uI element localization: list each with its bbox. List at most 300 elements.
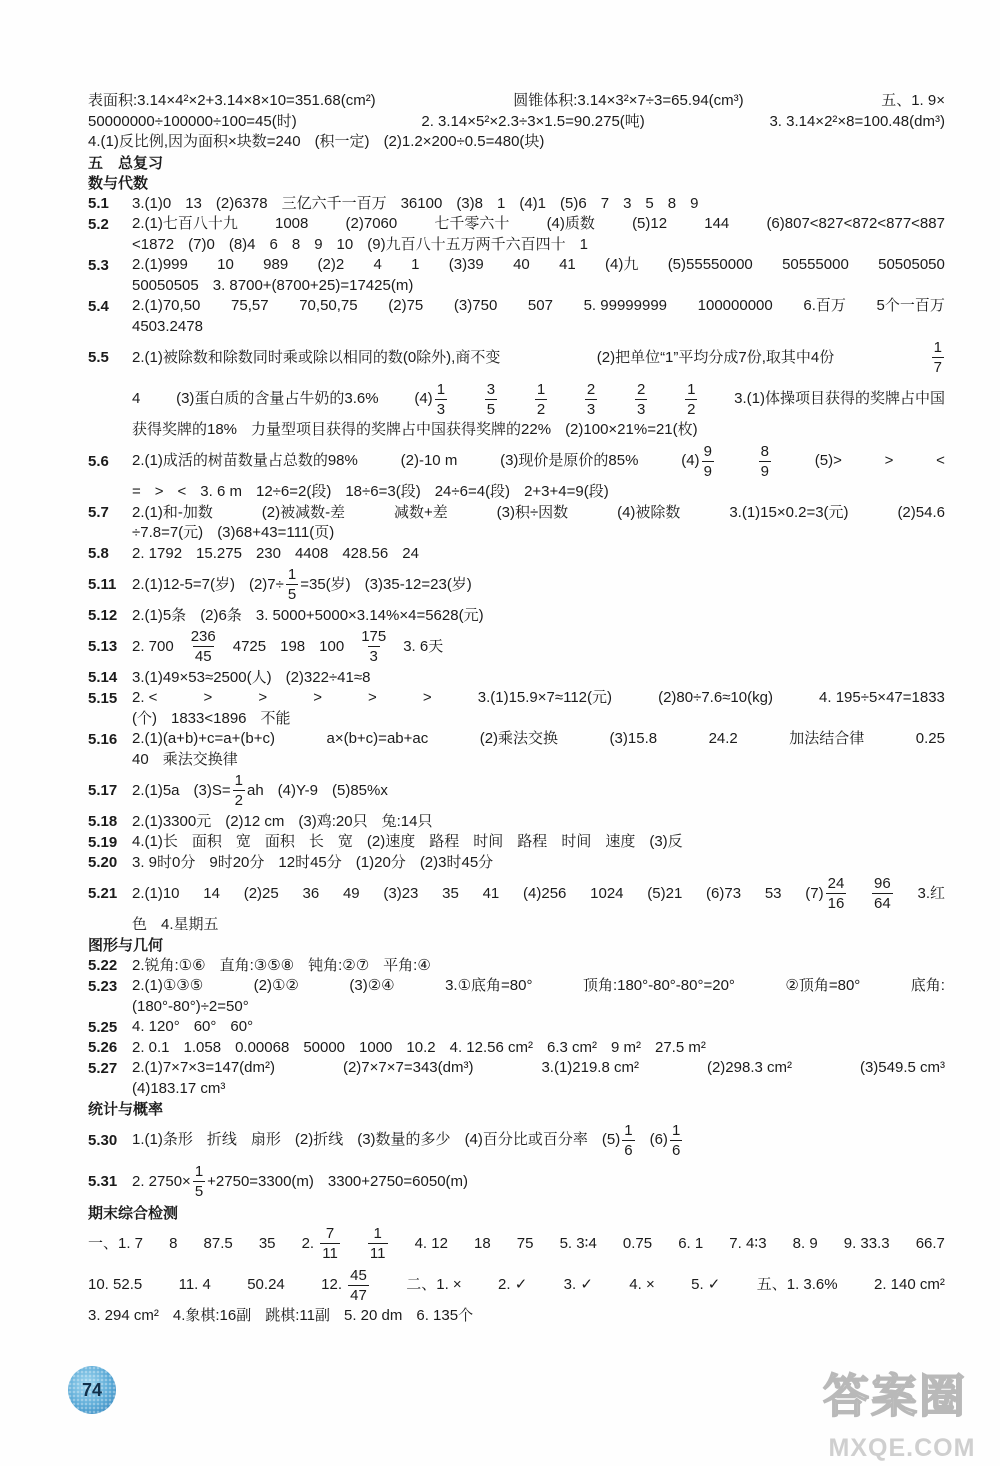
answer-text: (4)质数 [546, 215, 595, 233]
answer-text: (5)55550000 [667, 256, 753, 274]
answer-text: (3)549.5 cm³ [859, 1059, 945, 1077]
answer-text: (6)807<827<872<877<887 [766, 215, 945, 233]
answer-text: 40 [513, 256, 530, 274]
answer-text: (3)数量的多少 [357, 1131, 451, 1149]
fraction-denominator: 7 [933, 359, 942, 377]
answer-text: (2)-10 m [400, 452, 458, 470]
answer-text: 0.00068 [235, 1038, 290, 1056]
answer-text: (7)0 [188, 235, 215, 253]
answer-group [805, 875, 847, 912]
answer-text: 1.058 [183, 1038, 222, 1056]
answer-line [88, 317, 945, 338]
answer-text: 36 [302, 884, 320, 902]
fraction-denominator: 45 [194, 648, 212, 666]
answer-text: > [368, 689, 377, 707]
answer-text: (2)6378 [215, 194, 268, 212]
answer-text: 6.百万 [803, 297, 846, 315]
answer-text: (5)21 [647, 884, 683, 902]
answer-text: (8)4 [228, 235, 256, 253]
answer-text: (3)反 [649, 833, 683, 851]
answer-line [88, 503, 945, 524]
answer-text: (1)20分 [355, 853, 406, 871]
answer-text: 50505050 [878, 256, 945, 274]
answer-text: (3)35-12=23(岁) [364, 575, 472, 593]
answer-text: 428.56 [342, 544, 389, 562]
answer-text: 3. 5000+5000×3.14%×4=5628(元) [255, 606, 484, 624]
answer-text: ÷7.8=7(元) [132, 524, 204, 542]
answer-text: 2.(1)5a [132, 781, 180, 799]
answer-content [132, 1079, 945, 1099]
answer-group [414, 381, 448, 418]
answer-text: 24.2 [708, 730, 738, 748]
fraction-denominator: 47 [350, 1286, 367, 1304]
answer-text: 乘法交换律 [162, 750, 238, 768]
fraction-denominator: 5 [194, 1183, 204, 1201]
answer-text: (4)百分比或百分率 [464, 1131, 588, 1149]
answer-text: 7. 4∶3 [729, 1234, 767, 1252]
answer-text: 50000 [303, 1038, 346, 1056]
fraction [685, 381, 697, 418]
answer-text: 2. 2750× [132, 1172, 191, 1190]
answer-text: 41 [559, 256, 576, 274]
answer-text: (3)15.8 [609, 730, 658, 748]
answer-text: 3.(1)15.9×7≈112(元) [477, 689, 613, 707]
answer-content [132, 628, 945, 665]
item-number: 5.27 [88, 1059, 118, 1077]
fraction-numerator: 1 [671, 1121, 681, 1139]
fraction [189, 628, 218, 665]
answer-line [88, 564, 945, 606]
answer-text: 4. × [629, 1276, 655, 1294]
answer-content [132, 482, 945, 502]
answer-line [88, 832, 945, 853]
answer-text: 11. 4 [178, 1276, 211, 1294]
item-number: 5.4 [88, 297, 109, 315]
fraction [826, 875, 847, 912]
answer-line [88, 729, 945, 750]
answer-text: > [884, 452, 894, 470]
answer-content [132, 997, 945, 1017]
answer-text: (4)256 [523, 884, 567, 902]
answer-text: (积一定) [314, 133, 370, 151]
answer-text: 10 [217, 256, 234, 274]
answer-line [88, 1058, 945, 1079]
answer-text: 直角:③⑤⑧ [219, 956, 295, 974]
answer-content [132, 443, 945, 480]
answer-text: > [313, 689, 322, 707]
answer-line [88, 976, 945, 997]
item-number: 5.3 [88, 256, 109, 274]
answer-content [88, 1306, 945, 1326]
item-number: 5.13 [88, 638, 118, 656]
fraction [585, 381, 597, 418]
fraction-numerator: 1 [194, 1163, 204, 1181]
answer-text: 圆锥体积:3.14×3²×7÷3=65.94(cm³) [513, 92, 744, 110]
answer-line [88, 544, 945, 565]
fraction-denominator: 9 [703, 462, 712, 480]
answer-content [132, 668, 945, 688]
answer-text: 2. ✓ [498, 1276, 528, 1294]
answer-text: 7 [600, 194, 610, 212]
answer-line [88, 770, 945, 812]
answer-content [132, 709, 945, 729]
answer-text: (3)现价是原价的85% [500, 452, 639, 470]
answer-text: 66.7 [915, 1234, 945, 1252]
answer-text: (2)折线 [294, 1131, 344, 1149]
fraction-denominator: 2 [234, 792, 243, 810]
answer-line [88, 812, 945, 833]
answer-text: 2. 140 cm² [873, 1276, 945, 1294]
answer-text: (2)80÷7.6≈10(kg) [658, 689, 773, 707]
answer-text: 5. ✓ [691, 1276, 721, 1294]
answer-text: 3. 8700+(8700+25)=17425(m) [212, 276, 414, 294]
answer-text: 3. 9时0分 [132, 853, 196, 871]
answer-text: > [203, 689, 213, 707]
answer-text: (9)九百八十五万两千六百四十 [367, 235, 566, 253]
answer-content [132, 853, 945, 873]
answer-text: (3)68+43=111(页) [217, 524, 335, 542]
watermark-logo: 答案圈 [823, 1369, 967, 1423]
item-number: 5.21 [88, 885, 118, 903]
answer-text: =35(岁) [300, 575, 351, 593]
answer-text: 41 [482, 884, 500, 902]
answer-text: 2. [301, 1234, 319, 1252]
answer-text: (2)6条 [200, 606, 242, 624]
answer-content [132, 1122, 945, 1159]
answer-text: 9 [314, 235, 323, 253]
answer-content [132, 1163, 945, 1200]
fraction [535, 381, 547, 418]
fraction-denominator: 6 [624, 1141, 633, 1159]
item-number: 5.31 [88, 1173, 118, 1191]
answer-line [88, 956, 945, 977]
answer-group [681, 443, 715, 480]
answer-text: (5)> [814, 452, 842, 470]
answer-line [88, 915, 945, 936]
fraction-denominator: 5 [486, 400, 496, 418]
answer-text: 3. 294 cm² [88, 1307, 159, 1325]
answer-content [132, 214, 945, 234]
answer-text: (2)12 cm [225, 812, 285, 830]
answer-text: 2.(1)被除数和除数同时乘或除以相同的数(0除外),商不变 [132, 348, 501, 366]
answer-group [302, 1225, 341, 1262]
fraction [368, 1225, 388, 1262]
answer-line [88, 296, 945, 317]
answer-content [132, 729, 945, 749]
answer-content [132, 255, 945, 275]
answer-text: 3.(1)49×53≈2500(人) [132, 668, 272, 686]
fraction-denominator: 2 [536, 400, 546, 418]
answer-text: (5) [601, 1131, 621, 1149]
answer-text: 507 [527, 297, 553, 315]
answer-line [88, 379, 945, 421]
answer-text: 2.(1)12-5=7(岁) [132, 575, 235, 593]
answer-text: 1 [497, 194, 506, 212]
answer-text: 2.(1)7×7×3=147(dm²) [132, 1059, 275, 1077]
answer-text: 平角:④ [383, 956, 431, 974]
fraction-numerator: 7 [325, 1225, 335, 1243]
answer-text: 加法结合律 [789, 730, 865, 748]
answer-text: (2)322÷41≈8 [285, 668, 371, 686]
answer-text: 5个一百万 [876, 297, 945, 315]
answer-text: (4)九 [605, 256, 639, 274]
answer-text: (5)12 [632, 215, 668, 233]
answer-text: +2750=3300(m) [207, 1172, 314, 1190]
fraction [759, 443, 771, 480]
answer-text: (2)298.3 cm² [706, 1059, 792, 1077]
answer-text: 36100 [400, 194, 443, 212]
answer-text: (4) [681, 452, 700, 470]
fraction-numerator: 175 [361, 628, 387, 646]
answer-text: 3. 3.14×2²×8=100.48(dm³) [769, 112, 945, 130]
answer-content [132, 317, 945, 337]
fraction-numerator: 3 [486, 380, 496, 398]
item-number: 5.6 [88, 452, 109, 470]
answer-text: 跳棋:11副 [265, 1307, 330, 1325]
answer-content [132, 566, 945, 603]
answer-text: (4)1 [519, 194, 547, 212]
answer-line [88, 420, 945, 441]
answer-content [132, 606, 945, 626]
answer-text: 宽 [235, 833, 251, 851]
answer-content [132, 1017, 945, 1037]
answer-text: 2.(1)10 [132, 884, 180, 902]
fraction-denominator: 3 [436, 400, 446, 418]
answer-line [88, 1223, 945, 1265]
answer-line [88, 688, 945, 709]
item-number: 5.19 [88, 833, 118, 851]
section-heading: 期末综合检测 [88, 1203, 179, 1222]
answer-text: 12÷6=2(段) [255, 483, 332, 501]
fraction-numerator: 1 [373, 1225, 382, 1243]
answer-text: ah [246, 781, 264, 799]
answer-text: 2.锐角:①⑥ [132, 956, 206, 974]
answer-text: 五、1. 3.6% [756, 1276, 838, 1294]
answer-text: (2)100×21%=21(枚) [565, 421, 698, 439]
answer-content [132, 339, 945, 376]
item-number: 5.16 [88, 730, 118, 748]
section-heading: 五 总复习 [88, 153, 164, 172]
answer-text: (5)85%x [331, 781, 388, 799]
fraction [435, 381, 447, 418]
answer-group [321, 1267, 370, 1304]
answer-text: 2.(1)和-加数 [132, 503, 213, 521]
answer-text: 8 [667, 194, 677, 212]
answer-text: (2)3时45分 [419, 853, 494, 871]
item-number: 5.1 [88, 195, 109, 213]
answer-content [132, 875, 945, 912]
answer-text: (2)2 [317, 256, 345, 274]
answer-line [88, 1038, 945, 1059]
fraction-numerator: 1 [436, 380, 446, 398]
answer-text: 12. [321, 1276, 347, 1294]
answer-text: 扇形 [250, 1131, 281, 1149]
answer-text: 5. 20 dm [344, 1307, 403, 1325]
fraction-numerator: 236 [190, 628, 216, 646]
fraction [635, 381, 647, 418]
answer-text: (2)75 [388, 297, 424, 315]
answer-text: 4.(1)长 [132, 833, 178, 851]
answer-text: (5)6 [560, 194, 587, 212]
answer-text: 2.(1)七百八十九 [132, 215, 238, 233]
fraction-denominator: 2 [687, 400, 696, 418]
answer-content [132, 772, 945, 809]
answer-text: 4725 [232, 637, 267, 655]
answer-text: 18÷6=3(段) [345, 483, 421, 501]
answer-text: 色 [132, 915, 148, 933]
answer-text: 9 [690, 194, 699, 212]
fraction-numerator: 2 [637, 380, 646, 398]
fraction [359, 628, 388, 665]
answer-text: 七千零六十 [434, 215, 510, 233]
answer-text: 2.(1)(a+b)+c=a+(b+c) [132, 730, 275, 748]
answer-text: (6) [649, 1131, 668, 1149]
answer-text: 8. 9 [792, 1234, 818, 1252]
answer-content [132, 1058, 945, 1078]
page-number: 74 [68, 1366, 116, 1414]
fraction [872, 875, 893, 912]
fraction-denominator: 11 [322, 1245, 338, 1263]
answer-text: 路程 [517, 833, 548, 851]
answer-text: = [132, 483, 141, 501]
fraction-denominator: 11 [369, 1245, 386, 1263]
answer-text: 2.(1)5条 [132, 606, 187, 624]
answer-text: 1024 [590, 884, 624, 902]
answer-text: 力量型项目获得的奖牌占中国获得奖牌的22% [251, 421, 552, 439]
answer-line [88, 1265, 945, 1307]
answer-content [88, 1225, 945, 1262]
answer-text: 1 [579, 235, 588, 253]
answer-content [132, 544, 945, 564]
answer-text: 9. 33.3 [843, 1234, 890, 1252]
item-number: 5.2 [88, 215, 109, 233]
answer-text: (3)750 [453, 297, 498, 315]
answer-text: 0.25 [915, 730, 945, 748]
answer-text: 3300+2750=6050(m) [327, 1172, 469, 1190]
answer-text: 2.(1)①③⑤ [132, 977, 204, 995]
answer-text: 路程 [429, 833, 460, 851]
answer-text: 折线 [206, 1131, 237, 1149]
answer-content [132, 523, 945, 543]
answer-text: (3)S= [193, 781, 231, 799]
answer-text: (2)7÷ [248, 575, 284, 593]
answer-text: 二、1. × [406, 1276, 462, 1294]
answer-text: < [177, 483, 187, 501]
answer-content [132, 420, 945, 440]
answer-text: 长 [308, 833, 324, 851]
answer-text: 顶角:180°-80°-80°=20° [582, 977, 735, 995]
answer-text: 3.(1)体操项目获得的奖牌占中国 [734, 390, 945, 408]
answer-content [88, 112, 945, 132]
fraction-numerator: 8 [760, 442, 770, 460]
answer-line [88, 873, 945, 915]
answer-text: 6. 1 [678, 1234, 704, 1252]
answer-text: > [422, 689, 432, 707]
answer-text: 35 [442, 884, 459, 902]
answer-text: 2. 0.1 [132, 1038, 170, 1056]
answer-text: (个) [132, 709, 157, 727]
answer-text: 230 [255, 544, 281, 562]
answer-line [88, 132, 945, 153]
fraction-denominator: 5 [287, 586, 297, 604]
item-number: 5.11 [88, 576, 117, 594]
answer-text: 35 [258, 1234, 276, 1252]
answer-line [88, 1306, 945, 1327]
fraction-numerator: 1 [687, 380, 696, 398]
answer-text: 4503.2478 [132, 317, 203, 335]
fraction-numerator: 45 [350, 1266, 367, 1284]
answer-text: 70,50,75 [299, 297, 358, 315]
answer-text: 12时45分 [278, 853, 342, 871]
fraction [702, 443, 714, 480]
answer-text: 13 [185, 194, 202, 212]
answer-text: 49 [342, 884, 360, 902]
answer-text: 3.①底角=80° [445, 977, 533, 995]
item-number: 5.7 [88, 504, 109, 522]
answer-content [88, 1267, 945, 1304]
fraction [320, 1225, 340, 1262]
answer-text: 2.(1)999 [132, 256, 188, 274]
answer-text: 5 [645, 194, 654, 212]
answer-line [88, 112, 945, 133]
answer-text: (7) [805, 884, 824, 902]
answer-text: 53 [764, 884, 782, 902]
item-number: 5.25 [88, 1018, 118, 1036]
fraction-numerator: 96 [874, 875, 891, 893]
answer-content [132, 381, 945, 418]
answer-text: 3. ✓ [563, 1276, 593, 1294]
answer-text: 4.(1)反比例,因为面积×块数=240 [88, 133, 301, 151]
fraction-denominator: 3 [637, 400, 646, 418]
answer-text: 24 [402, 544, 419, 562]
fraction-numerator: 1 [933, 339, 942, 357]
item-number: 5.23 [88, 977, 118, 995]
answer-content [132, 915, 945, 935]
answer-line [88, 441, 945, 483]
answer-text: 9 m² [611, 1038, 641, 1056]
fraction-numerator: 2 [586, 380, 596, 398]
answer-content [88, 132, 945, 152]
answer-text: 4. 120° [132, 1018, 180, 1036]
answer-text: 2. 1792 [132, 544, 183, 562]
answer-text: 兔:14只 [381, 812, 433, 830]
answer-text: (180°-80°)÷2=50° [132, 997, 249, 1015]
answer-text: (6)73 [706, 884, 742, 902]
answer-line [88, 337, 945, 379]
answer-text: (4)Y-9 [277, 781, 318, 799]
answer-group [602, 1122, 636, 1159]
answer-text: 6.3 cm² [546, 1038, 597, 1056]
answer-text: 75,57 [231, 297, 269, 315]
answer-text: 2. < [132, 689, 158, 707]
answer-line [88, 91, 945, 112]
item-number: 5.15 [88, 689, 118, 707]
answer-text: 4408 [294, 544, 329, 562]
answer-line [88, 214, 945, 235]
answer-text: 3.(1)15×0.2=3(元) [729, 503, 849, 521]
fraction [348, 1267, 369, 1304]
answer-text: (2)1.2×200÷0.5=480(块) [383, 133, 545, 151]
answer-line [88, 276, 945, 297]
answer-content [132, 956, 945, 976]
answer-line [88, 997, 945, 1018]
answer-text: 60° [230, 1018, 254, 1036]
answer-line [88, 1161, 945, 1203]
answer-text: 8 [291, 235, 301, 253]
fraction [485, 381, 497, 418]
answer-line [88, 606, 945, 627]
fraction-numerator: 1 [287, 566, 297, 584]
